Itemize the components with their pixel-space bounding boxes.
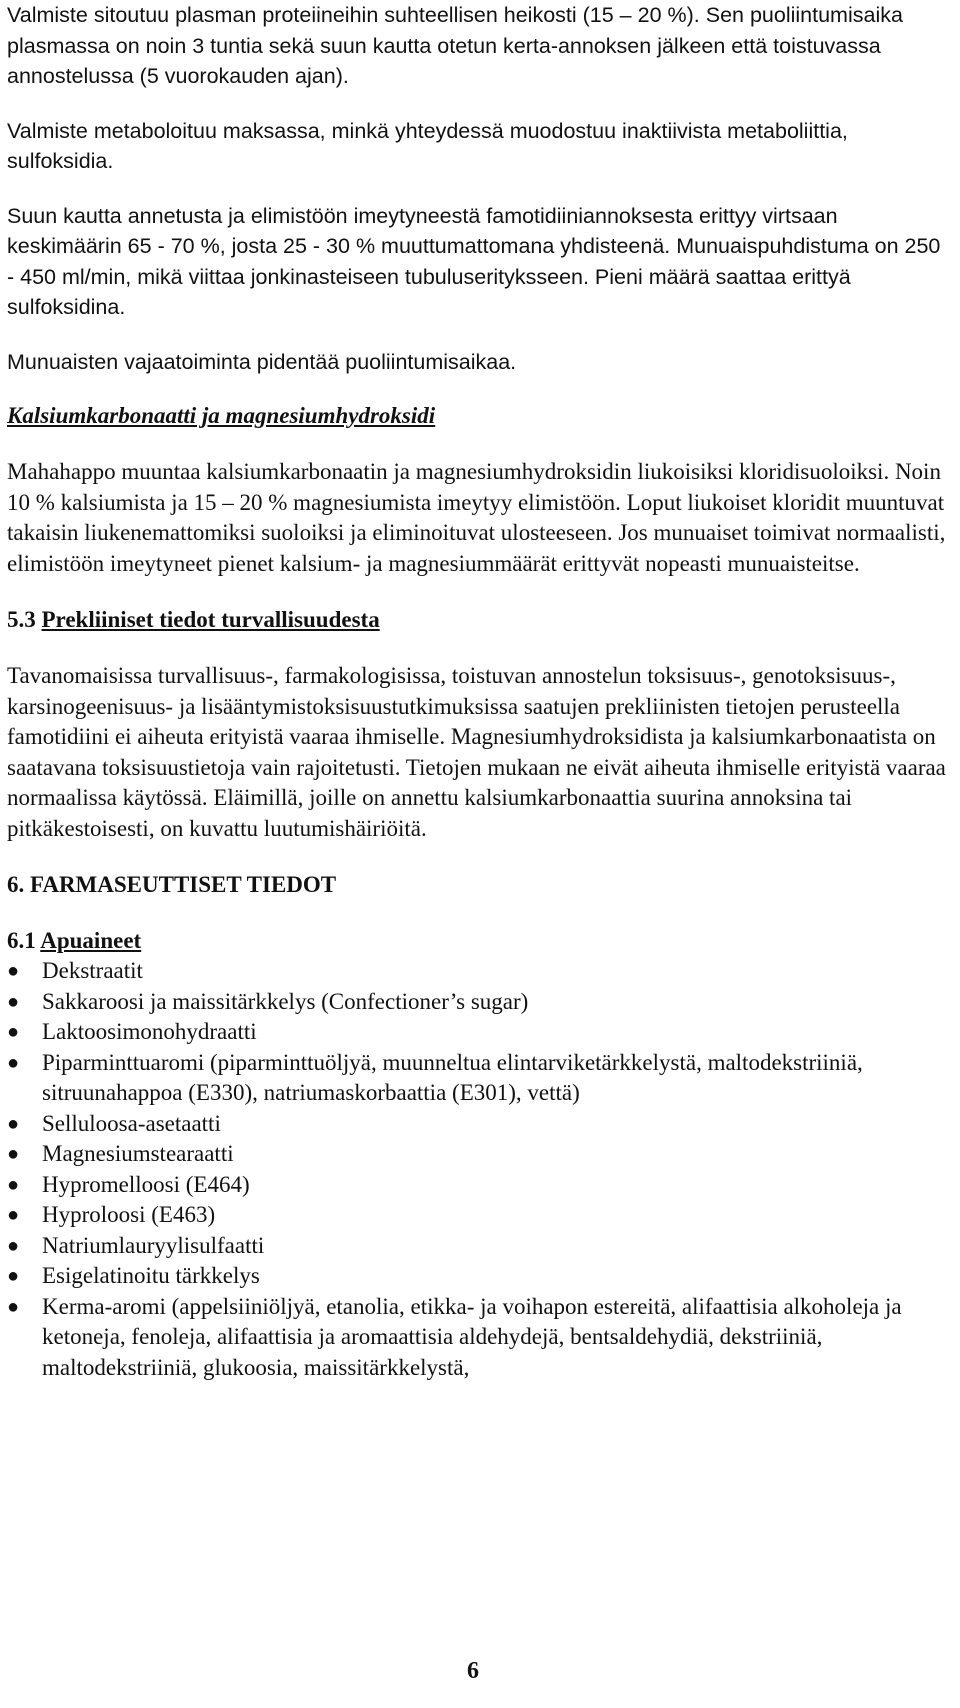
- bullet-icon: ●: [7, 1234, 20, 1257]
- heading-section-5-3: [7, 605, 953, 635]
- paragraph-metabolism: Valmiste metaboloituu maksassa, minkä yhteydessä muodostuu inaktiivista metaboliittia, sulfoksidia.: [7, 118, 848, 173]
- bullet-icon: ●: [7, 960, 20, 982]
- section-number: 5.3: [7, 607, 36, 632]
- excipient-text: Kerma-aromi (appelsiiniöljyä, etanolia, etikka- ja voihapon estereitä, alifaattisia alkoholeja ja ketoneja, fenoleja, alifaattisia ja aromaattisia aldehydejä, bentsaldehydiä, dekstriiniä, maltodekstriiniä, glukoosia, maissitärkkelystä,: [42, 1293, 902, 1380]
- excipient-item: [7, 987, 953, 1018]
- section-title: Apuaineet: [40, 928, 142, 953]
- excipient-item: [7, 1048, 953, 1109]
- bullet-icon: ●: [7, 1265, 20, 1287]
- document-page: [7, 0, 953, 1383]
- paragraph-excretion: Suun kautta annetusta ja elimistöön imeytyneestä famotidiiniannoksesta erittyy virtsaan keskimäärin 65 - 70 %, josta 25 - 30 % muuttumattomana yhdisteenä. Munuaispuhdistuma on 250 - 450 ml/min, mikä viittaa jonkinasteiseen tubuluserityksseen. Pieni määrä saattaa erittyä sulfoksidina.: [7, 203, 941, 319]
- bullet-icon: ●: [7, 990, 20, 1013]
- excipient-text: Selluloosa-asetaatti: [42, 1110, 221, 1136]
- excipient-item: [7, 1231, 953, 1262]
- paragraph-preclinical: Tavanomaisissa turvallisuus-, farmakologisissa, toistuvan annostelun toksisuus-, genotoksisuus-, karsinogeenisuus- ja lisääntymistoksisuustutkimuksissa saatujen prekliinisten tietojen perusteella famotidiini ei aiheuta erityistä vaaraa ihmiselle. Magnesiumhydroksidista ja kalsiumkarbonaatista on saatavana toksisuustietoja vain rajoitetusti. Tietojen mukaan ne eivät aiheuta ihmiselle erityistä vaaraa normaalissa käytössä. Eläimillä, joille on annettu kalsiumkarbonaattia suurina annoksina tai pitkäkestoisesti, on kuvattu luutumishäiriöitä.: [7, 663, 946, 841]
- paragraph-protein-binding: Valmiste sitoutuu plasman proteiineihin suhteellisen heikosti (15 – 20 %). Sen puoliintumisaika plasmassa on noin 3 tuntia sekä suun kautta otetun kerta-annoksen jälkeen että toistuvassa annostelussa (5 vuorokauden ajan).: [7, 3, 903, 88]
- bullet-icon: ●: [7, 1204, 20, 1226]
- excipient-text: Hypromelloosi (E464): [42, 1171, 250, 1197]
- excipient-text: Hyproloosi (E463): [42, 1202, 216, 1227]
- excipient-text: Laktoosimonohydraatti: [42, 1019, 257, 1044]
- excipient-item: [7, 956, 953, 987]
- excipient-item: [7, 1109, 953, 1140]
- heading-calcium-magnesium: Kalsiumkarbonaatti ja magnesiumhydroksidi: [7, 403, 436, 428]
- section-number: 6.1: [7, 928, 36, 953]
- bullet-icon: ●: [7, 1021, 20, 1043]
- heading-section-6-1: [7, 926, 953, 956]
- excipient-text: Dekstraatit: [42, 958, 143, 983]
- bullet-icon: ●: [7, 1295, 20, 1318]
- paragraph-calcium-magnesium: Mahahappo muuntaa kalsiumkarbonaatin ja magnesiumhydroksidin liukoisiksi kloridisuoloiksi. Noin 10 % kalsiumista ja 15 – 20 % magnesiumista imeytyy elimistöön. Loput liukoiset kloridit muuntuvat takaisin liukenemattomiksi suoloiksi ja eliminoituvat ulosteeseen. Jos munuaiset toimivat normaalisti, elimistöön imeytyneet pienet kalsium- ja magnesiummäärät erittyvät nopeasti munuaisteitse.: [7, 459, 946, 576]
- excipient-text: Sakkaroosi ja maissitärkkelys (Confectioner’s sugar): [42, 988, 529, 1014]
- bullet-icon: ●: [7, 1051, 20, 1074]
- section-title: Prekliiniset tiedot turvallisuudesta: [41, 607, 380, 632]
- excipient-item: [7, 1261, 953, 1292]
- heading-section-6: 6. FARMASEUTTISET TIEDOT: [7, 872, 337, 897]
- bullet-icon: ●: [7, 1173, 20, 1196]
- excipient-text: Natriumlauryylisulfaatti: [42, 1232, 265, 1258]
- paragraph-renal-impairment: Munuaisten vajaatoiminta pidentää puoliintumisaikaa.: [7, 349, 517, 374]
- excipient-item: [7, 1017, 953, 1048]
- page-number: 6: [467, 1658, 479, 1684]
- excipient-text: Magnesiumstearaatti: [42, 1141, 234, 1166]
- bullet-icon: ●: [7, 1143, 20, 1165]
- excipient-item: [7, 1139, 953, 1170]
- excipient-item: [7, 1292, 953, 1384]
- excipient-text: Esigelatinoitu tärkkelys: [42, 1263, 260, 1288]
- bullet-icon: ●: [7, 1112, 20, 1135]
- excipient-text: Piparminttuaromi (piparminttuöljyä, muunneltua elintarviketärkkelystä, maltodekstriiniä, sitruunahappoa (E330), natriumaskorbaattia (E301), vettä): [42, 1049, 863, 1105]
- excipient-item: [7, 1170, 953, 1201]
- excipient-item: [7, 1200, 953, 1231]
- excipient-list: [7, 956, 953, 1383]
